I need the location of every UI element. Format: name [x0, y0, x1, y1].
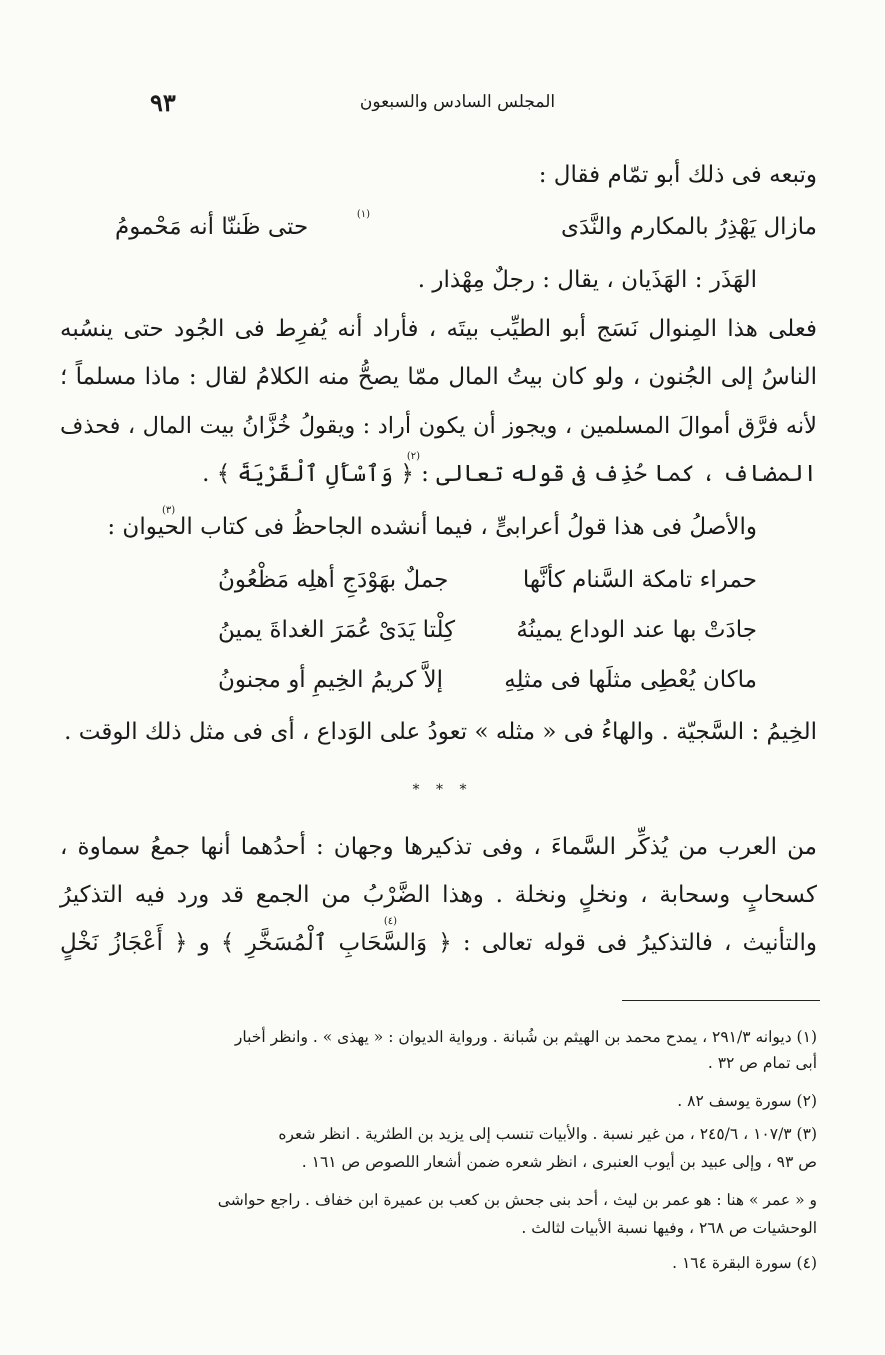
- definition-line: الهَذَر : الهَذَيان ، يقال : رجلٌ مِهْذار .: [417, 267, 757, 293]
- page-header: [150, 88, 765, 118]
- footnote-4: (٤) سورة البقرة ١٦٤ .: [672, 1254, 817, 1272]
- footnote-mark-1: (١): [356, 209, 370, 220]
- footnote-separator: [622, 1000, 820, 1001]
- footnote-mark-2: (٢): [406, 451, 420, 462]
- footnote-mark-3: (٣): [162, 505, 176, 516]
- verse-2-second-hemistich: جملٌ بهَوْدَجِ أهلِه مَظْعُونُ: [218, 567, 449, 593]
- verse-3-first-hemistich: جادَتْ بها عند الوداع يمينُهُ: [516, 617, 757, 643]
- paragraph-1-line-1: فعلى هذا المِنوال نَسَج أبو الطيِّب بيتَه ، فأراد أنه يُفرِط فى الجُود حتى ينسُبه: [60, 316, 817, 342]
- paragraph-1-line-4: المضاف ، كما حُذِف فى قوله تعالى : ﴿ وَٱسْأَلِ ٱلْقَرْيَةَ ﴾ .: [202, 461, 817, 487]
- source-line: والأصلُ فى هذا قولُ أعرابىٍّ ، فيما أنشده الجاحظُ فى كتاب الحيوان :: [107, 514, 757, 540]
- paragraph-1-line-2: الناسُ إلى الجُنون ، ولو كان بيتُ المال ممّا يصحُّ منه الكلامُ لقال : ماذا مسلماً ؛: [60, 364, 817, 390]
- footnote-3-line-1: (٣) ١٠٧/٣ ، ٢٤٥/٦ ، من غير نسبة . والأبيات تنسب إلى يزيد بن الطثرية . انظر شعره: [278, 1125, 817, 1143]
- page-number: ٩٣: [150, 88, 176, 117]
- footnote-1-line-1: (١) ديوانه ٢٩١/٣ ، يمدح محمد بن الهيثم بن شُبانة . ورواية الديوان : « يهذى » . وانظر أخبار: [234, 1028, 817, 1046]
- intro-line: وتبعه فى ذلك أبو تمّام فقال :: [538, 162, 817, 188]
- footnote-2: (٢) سورة يوسف ٨٢ .: [677, 1092, 817, 1110]
- verse-3-second-hemistich: كِلْتا يَدَىْ عُمَرَ الغداةَ يمينُ: [218, 617, 456, 643]
- paragraph-2-line-2: كسحابٍ وسحابة ، ونخلٍ ونخلة . وهذا الضَّرْبُ من الجمع قد ورد فيه التذكيرُ: [60, 882, 817, 908]
- verse-2-first-hemistich: حمراء تامكة السَّنام كأنَّها: [522, 567, 757, 593]
- footnote-3-line-2: ص ٩٣ ، وإلى عبيد بن أيوب العنبرى ، انظر شعره ضمن أشعار اللصوص ص ١٦١ .: [301, 1153, 817, 1171]
- verse-4-second-hemistich: إلاَّ كريمُ الخِيمِ أو مجنونُ: [218, 667, 443, 693]
- paragraph-2-line-1: من العرب من يُذكِّر السَّماءَ ، وفى تذكيرها وجهان : أحدُهما أنها جمعُ سماوة ،: [60, 834, 817, 860]
- footnote-mark-4: (٤): [383, 916, 397, 927]
- paragraph-1-line-3: لأنه فرَّق أموالَ المسلمين ، ويجوز أن يكون أراد : ويقولُ خُزَّانُ بيت المال ، فحذف: [60, 413, 817, 439]
- chapter-title: المجلس السادس والسبعون: [359, 92, 556, 112]
- paragraph-2-line-3: والتأنيث ، فالتذكيرُ فى قوله تعالى : ﴿ وَالسَّحَابِ ٱلْمُسَخَّرِ ﴾ و ﴿ أَعْجَازُ نَخْلٍ: [60, 930, 817, 956]
- footnote-3-line-4: الوحشيات ص ٢٦٨ ، وفيها نسبة الأبيات لثالث .: [521, 1219, 817, 1237]
- verse-1-first-hemistich: مازال يَهْذِرُ بالمكارم والنَّدَى: [561, 214, 817, 240]
- footnote-1-line-2: أبى تمام ص ٣٢ .: [707, 1054, 817, 1072]
- section-separator: * * *: [412, 782, 473, 798]
- verse-4-first-hemistich: ماكان يُعْطِى مثلَها فى مثلِهِ: [504, 667, 757, 693]
- verse-1-second-hemistich: حتى ظَننّا أنه مَحْمومُ: [115, 214, 309, 240]
- explanation-line: الخِيمُ : السَّجيّة . والهاءُ فى « مثله » تعودُ على الوَداع ، أى فى مثل ذلك الوقت .: [64, 719, 817, 745]
- footnote-3-line-3: و « عمر » هنا : هو عمر بن ليث ، أحد بنى جحش بن كعب بن عميرة ابن خفاف . راجع حواشى: [217, 1191, 817, 1209]
